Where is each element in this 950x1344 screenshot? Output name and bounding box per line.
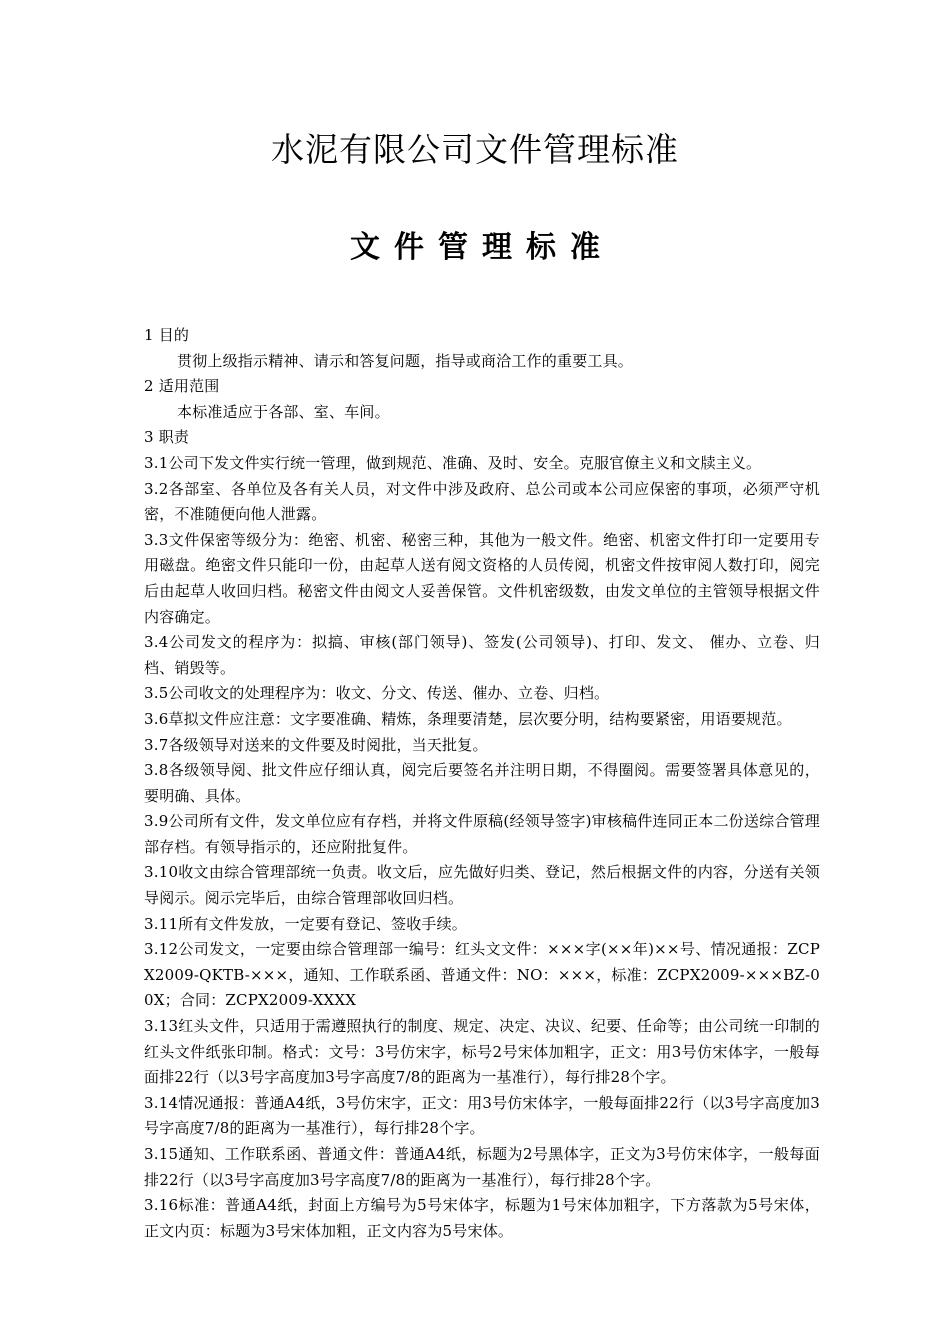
- document-body: [144, 323, 820, 1244]
- document-subtitle: 文件管理标准: [350, 230, 614, 265]
- clause-3-1: 3.1公司下发文件实行统一管理，做到规范、准确、及时、安全。克服官僚主义和文牍主义。: [144, 453, 762, 472]
- clause-3-13: 3.13红头文件，只适用于需遵照执行的制度、规定、决定、决议、纪要、任命等；由公司统一印制的红头文件纸张印制。格式：文号：3号仿宋字，标号2号宋体加粗字，正文：用3号仿宋体字，一般每面排22行（以3号字高度加3号字高度7/8的距离为一基准行），每行排28个字。: [144, 1017, 820, 1087]
- clause-3-11: 3.11所有文件发放，一定要有登记、签收手续。: [144, 914, 468, 933]
- clause-3-4: 3.4公司发文的程序为：拟搞、审核(部门领导)、签发(公司领导)、打印、发文、 催办、立卷、归档、销毁等。: [144, 633, 820, 677]
- clause-3-12: 3.12公司发文，一定要由综合管理部一编号：红头文文件：×××字(××年)××号、情况通报：ZCPX2009-QKTB-×××，通知、工作联系函、普通文件：NO：×××，标准：ZCPX2009-×××BZ-00X；合同：ZCPX2009-XXXX: [144, 940, 820, 1010]
- clause-3-7: 3.7各级领导对送来的文件要及时阅批，当天批复。: [144, 735, 488, 754]
- clause-3-8: 3.8各级领导阅、批文件应仔细认真，阅完后要签名并注明日期，不得圈阅。需要签署具体意见的， 要明确、具体。: [144, 761, 820, 805]
- clause-3-14: 3.14情况通报：普通A4纸，3号仿宋字，正文：用3号仿宋体字，一般每面排22行（以3号字高度加3号字高度7/8的距离为一基准行），每行排28个字。: [144, 1093, 820, 1138]
- clause-3-6: 3.6草拟文件应注意：文字要准确、精炼，条理要清楚，层次要分明，结构要紧密，用语要规范。: [144, 709, 792, 728]
- section-heading-scope: 2 适用范围: [144, 377, 220, 396]
- document-title: 水泥有限公司文件管理标准: [271, 130, 679, 169]
- paragraph-purpose: 贯彻上级指示精神、请示和答复问题，指导或商洽工作的重要工具。: [177, 351, 634, 370]
- clause-3-3: 3.3文件保密等级分为：绝密、机密、秘密三种，其他为一般文件。绝密、机密文件打印一定要用专用磁盘。绝密文件只能印一份，由起草人送有阅文资格的人员传阅，机密文件按审阅人数打印，阅完后由起草人收回归档。秘密文件由阅文人妥善保管。文件机密级数，由发文单位的主管领导根据文件内容确定。: [144, 530, 820, 626]
- clause-3-16: 3.16标准：普通A4纸，封面上方编号为5号宋体字，标题为1号宋体加粗字，下方落款为5号宋体，正文内页：标题为3号宋体加粗，正文内容为5号宋体。: [144, 1196, 820, 1240]
- section-heading-duties: 3 职责: [144, 428, 190, 447]
- clause-3-9: 3.9公司所有文件，发文单位应有存档，并将文件原稿(经领导签字)审核稿件连同正本二份送综合管理部存档。有领导指示的，还应附批复件。: [144, 812, 820, 856]
- section-heading-purpose: 1 目的: [144, 326, 190, 344]
- clause-3-2: 3.2各部室、各单位及各有关人员，对文件中涉及政府、总公司或本公司应保密的事项，必须严守机密，不准随便向他人泄露。: [144, 479, 820, 524]
- clause-3-10: 3.10收文由综合管理部统一负责。收文后，应先做好归类、登记，然后根据文件的内容，分送有关领导阅示。阅示完毕后，由综合管理部收回归档。: [144, 863, 820, 908]
- paragraph-scope: 本标准适应于各部、室、车间。: [177, 402, 390, 421]
- clause-3-5: 3.5公司收文的处理程序为：收文、分文、传送、催办、立卷、归档。: [144, 684, 610, 703]
- clause-3-15: 3.15通知、工作联系函、普通文件：普通A4纸，标题为2号黑体字，正文为3号仿宋体字，一般每面排22行（以3号字高度加3号字高度7/8的距离为一基准行），每行排28个字。: [144, 1145, 820, 1189]
